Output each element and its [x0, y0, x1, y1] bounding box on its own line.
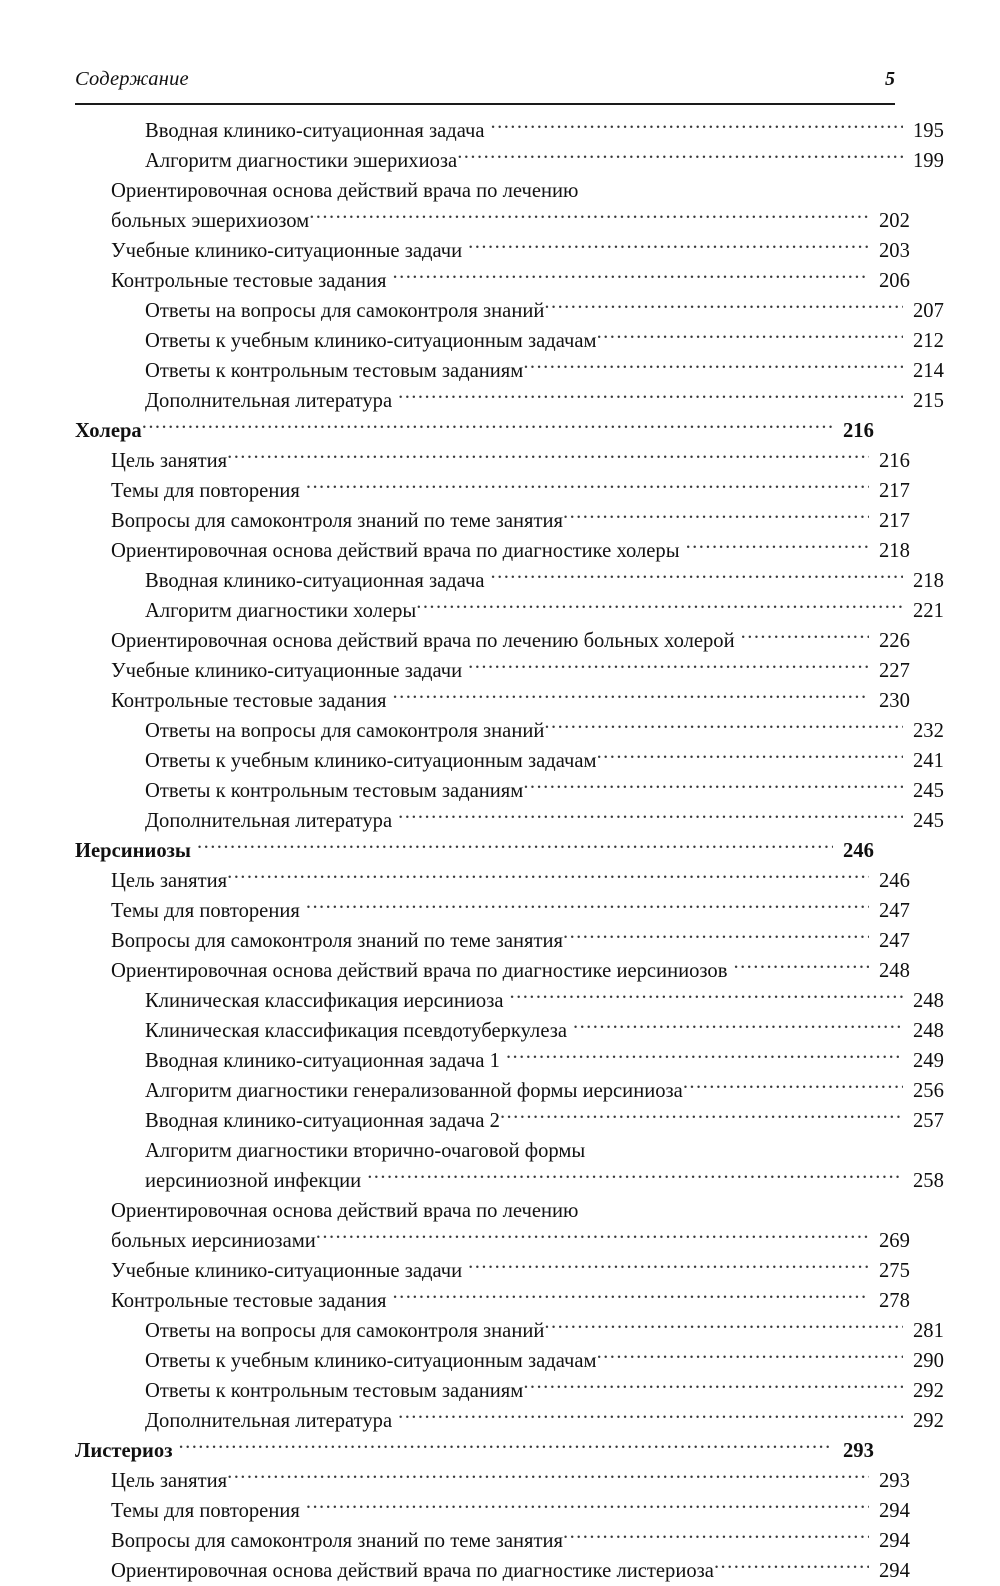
toc-entry[interactable]: [75, 1076, 965, 1106]
toc-entry-label: Вопросы для самоконтроля знаний по теме занятия: [111, 930, 563, 952]
toc-chapter-entry[interactable]: [75, 416, 895, 446]
toc-entry-label: Алгоритм диагностики генерализованной формы иерсиниоза: [145, 1080, 683, 1102]
toc-dot-leader: [367, 1166, 903, 1187]
toc-entry-label: Ответы на вопросы для самоконтроля знаний: [145, 1320, 545, 1342]
toc-entry-page-number: 195: [913, 120, 944, 142]
toc-entry[interactable]: [75, 926, 931, 956]
toc-entry-page-number: 246: [879, 870, 910, 892]
toc-dot-leader: [523, 1376, 903, 1397]
toc-dot-leader: [197, 836, 833, 857]
toc-entry-label: Вводная клинико-ситуационная задача: [145, 570, 485, 592]
toc-entry[interactable]: [75, 656, 931, 686]
toc-entry-page-number: 246: [843, 840, 874, 862]
toc-entry[interactable]: [75, 1106, 965, 1136]
toc-entry-page-number: 275: [879, 1260, 910, 1282]
toc-entry-label: Вопросы для самоконтроля знаний по теме занятия: [111, 1530, 563, 1552]
toc-entry-label: Алгоритм диагностики эшерихиоза: [145, 150, 458, 172]
toc-entry-page-number: 245: [913, 810, 944, 832]
toc-entry-label: Ориентировочная основа действий врача по лечению: [111, 180, 579, 202]
toc-entry-page-number: 290: [913, 1350, 944, 1372]
toc-entry-page-number: 247: [879, 900, 910, 922]
toc-entry-page-number: 202: [879, 210, 910, 232]
toc-entry[interactable]: [75, 1166, 965, 1196]
toc-entry-label: Темы для повторения: [111, 480, 300, 502]
toc-dot-leader: [393, 266, 870, 287]
toc-entry-page-number: 247: [879, 930, 910, 952]
toc-entry[interactable]: [75, 1136, 965, 1166]
toc-entry-page-number: 226: [879, 630, 910, 652]
toc-entry[interactable]: [75, 716, 965, 746]
toc-entry-label: Ответы к учебным клинико-ситуационным задачам: [145, 750, 597, 772]
toc-entry[interactable]: [75, 1406, 965, 1436]
toc-entry[interactable]: [75, 1466, 931, 1496]
toc-entry[interactable]: [75, 236, 931, 266]
toc-dot-leader: [714, 1556, 869, 1577]
toc-entry[interactable]: [75, 116, 965, 146]
toc-entry-label: Клиническая классификация иерсиниоза: [145, 990, 504, 1012]
toc-entry-page-number: 218: [913, 570, 944, 592]
toc-entry-page-number: 217: [879, 510, 910, 532]
toc-entry[interactable]: [75, 176, 931, 206]
toc-entry-label: больных эшерихиозом: [111, 210, 310, 232]
toc-entry[interactable]: [75, 626, 931, 656]
toc-entry-label: Дополнительная литература: [145, 1410, 393, 1432]
toc-dot-leader: [597, 326, 903, 347]
toc-entry-label: Дополнительная литература: [145, 810, 393, 832]
toc-entry-label: Листериоз: [75, 1440, 173, 1462]
toc-entry-page-number: 278: [879, 1290, 910, 1312]
toc-entry-label: Вопросы для самоконтроля знаний по теме занятия: [111, 510, 563, 532]
toc-entry[interactable]: [75, 566, 965, 596]
toc-entry-label: Учебные клинико-ситуационные задачи: [111, 1260, 463, 1282]
toc-entry-label: Вводная клинико-ситуационная задача 1: [145, 1050, 500, 1072]
toc-dot-leader: [227, 1466, 869, 1487]
toc-entry-page-number: 256: [913, 1080, 944, 1102]
toc-dot-leader: [393, 686, 870, 707]
toc-entry-page-number: 216: [843, 420, 874, 442]
toc-entry-label: Контрольные тестовые задания: [111, 690, 387, 712]
toc-entry[interactable]: [75, 536, 931, 566]
toc-dot-leader: [506, 1046, 903, 1067]
toc-entry-label: иерсиниозной инфекции: [145, 1170, 362, 1192]
toc-dot-leader: [544, 1316, 903, 1337]
toc-dot-leader: [544, 296, 903, 317]
toc-entry-page-number: 292: [913, 1380, 944, 1402]
toc-entry-label: Клиническая классификация псевдотуберкулеза: [145, 1020, 567, 1042]
toc-entry-page-number: 199: [913, 150, 944, 172]
toc-entry-page-number: 241: [913, 750, 944, 772]
toc-entry-page-number: 293: [879, 1470, 910, 1492]
toc-dot-leader: [523, 776, 903, 797]
toc-entry-label: Ответы к контрольным тестовым заданиям: [145, 1380, 524, 1402]
toc-dot-leader: [398, 1406, 903, 1427]
table-of-contents: [75, 116, 944, 1586]
toc-entry-label: Цель занятия: [111, 870, 228, 892]
toc-entry[interactable]: [75, 686, 931, 716]
toc-dot-leader: [227, 446, 869, 467]
toc-entry-page-number: 203: [879, 240, 910, 262]
toc-entry[interactable]: [75, 266, 931, 296]
toc-entry-page-number: 216: [879, 450, 910, 472]
toc-entry-page-number: 230: [879, 690, 910, 712]
toc-entry-page-number: 207: [913, 300, 944, 322]
toc-entry-page-number: 232: [913, 720, 944, 742]
toc-entry[interactable]: [75, 1286, 931, 1316]
toc-entry-page-number: 206: [879, 270, 910, 292]
toc-entry-label: Алгоритм диагностики вторично-очаговой формы: [145, 1140, 586, 1162]
toc-dot-leader: [306, 1496, 869, 1517]
toc-entry[interactable]: [75, 866, 931, 896]
toc-entry-label: Алгоритм диагностики холеры: [145, 600, 417, 622]
toc-entry-label: Темы для повторения: [111, 900, 300, 922]
toc-entry-page-number: 215: [913, 390, 944, 412]
toc-dot-leader: [544, 716, 903, 737]
toc-dot-leader: [306, 476, 869, 497]
toc-entry[interactable]: [75, 1316, 965, 1346]
page-title: Содержание: [75, 68, 189, 90]
toc-entry[interactable]: [75, 746, 965, 776]
toc-dot-leader: [733, 956, 869, 977]
toc-dot-leader: [563, 1526, 869, 1547]
toc-dot-leader: [309, 206, 869, 227]
toc-entry[interactable]: [75, 1346, 965, 1376]
toc-entry-page-number: 292: [913, 1410, 944, 1432]
toc-entry[interactable]: [75, 776, 965, 806]
toc-entry-label: больных иерсиниозами: [111, 1230, 316, 1252]
toc-dot-leader: [179, 1436, 834, 1457]
toc-entry-page-number: 257: [913, 1110, 944, 1132]
toc-entry-label: Ориентировочная основа действий врача по лечению больных холерой: [111, 630, 735, 652]
toc-entry-label: Учебные клинико-ситуационные задачи: [111, 660, 463, 682]
toc-dot-leader: [142, 416, 833, 437]
toc-entry-label: Темы для повторения: [111, 1500, 300, 1522]
toc-entry-page-number: 294: [879, 1560, 910, 1582]
toc-entry-label: Ориентировочная основа действий врача по диагностике листериоза: [111, 1560, 714, 1582]
toc-entry-page-number: 294: [879, 1500, 910, 1522]
toc-entry-label: Контрольные тестовые задания: [111, 1290, 387, 1312]
toc-entry-label: Ориентировочная основа действий врача по диагностике иерсиниозов: [111, 960, 728, 982]
toc-entry-label: Ответы на вопросы для самоконтроля знаний: [145, 300, 545, 322]
toc-dot-leader: [491, 566, 903, 587]
toc-entry-page-number: 249: [913, 1050, 944, 1072]
toc-dot-leader: [398, 386, 903, 407]
toc-entry-label: Контрольные тестовые задания: [111, 270, 387, 292]
toc-entry[interactable]: [75, 1196, 931, 1226]
toc-entry-label: Ориентировочная основа действий врача по лечению: [111, 1200, 579, 1222]
toc-entry[interactable]: [75, 1526, 931, 1556]
toc-entry-page-number: 281: [913, 1320, 944, 1342]
toc-dot-leader: [398, 806, 903, 827]
toc-dot-leader: [457, 146, 903, 167]
toc-entry[interactable]: [75, 1376, 965, 1406]
toc-dot-leader: [306, 896, 869, 917]
toc-entry[interactable]: [75, 146, 965, 176]
toc-entry-page-number: 214: [913, 360, 944, 382]
toc-entry[interactable]: [75, 326, 965, 356]
toc-entry-page-number: 248: [879, 960, 910, 982]
toc-entry-label: Ответы на вопросы для самоконтроля знаний: [145, 720, 545, 742]
toc-entry-label: Цель занятия: [111, 450, 228, 472]
toc-entry[interactable]: [75, 1016, 965, 1046]
toc-dot-leader: [468, 656, 869, 677]
toc-entry[interactable]: [75, 206, 931, 236]
toc-entry[interactable]: [75, 296, 965, 326]
toc-dot-leader: [468, 1256, 869, 1277]
toc-entry-page-number: 218: [879, 540, 910, 562]
toc-entry[interactable]: [75, 506, 931, 536]
toc-entry-page-number: 269: [879, 1230, 910, 1252]
toc-entry[interactable]: [75, 896, 931, 926]
toc-entry[interactable]: [75, 356, 965, 386]
toc-dot-leader: [686, 536, 869, 557]
toc-dot-leader: [563, 926, 869, 947]
toc-entry-page-number: 248: [913, 1020, 944, 1042]
toc-entry-page-number: 227: [879, 660, 910, 682]
toc-entry-page-number: 248: [913, 990, 944, 1012]
toc-dot-leader: [563, 506, 869, 527]
toc-entry-page-number: 258: [913, 1170, 944, 1192]
toc-entry-label: Цель занятия: [111, 1470, 228, 1492]
toc-entry-page-number: 221: [913, 600, 944, 622]
running-header: [75, 68, 895, 102]
toc-dot-leader: [491, 116, 903, 137]
toc-entry[interactable]: [75, 956, 931, 986]
toc-dot-leader: [597, 1346, 903, 1367]
toc-dot-leader: [523, 356, 903, 377]
toc-chapter-entry[interactable]: [75, 1436, 895, 1466]
toc-dot-leader: [416, 596, 903, 617]
toc-dot-leader: [316, 1226, 869, 1247]
toc-entry-label: Дополнительная литература: [145, 390, 393, 412]
toc-entry[interactable]: [75, 476, 931, 506]
toc-entry-label: Учебные клинико-ситуационные задачи: [111, 240, 463, 262]
toc-dot-leader: [573, 1016, 903, 1037]
toc-dot-leader: [741, 626, 869, 647]
toc-entry-label: Ответы к контрольным тестовым заданиям: [145, 360, 524, 382]
toc-entry[interactable]: [75, 1226, 931, 1256]
toc-entry[interactable]: [75, 1496, 931, 1526]
toc-entry[interactable]: [75, 386, 965, 416]
toc-entry-page-number: 293: [843, 1440, 874, 1462]
toc-entry-label: Ориентировочная основа действий врача по диагностике холеры: [111, 540, 680, 562]
toc-dot-leader: [227, 866, 869, 887]
toc-dot-leader: [500, 1106, 903, 1127]
toc-entry-page-number: 294: [879, 1530, 910, 1552]
toc-dot-leader: [597, 746, 903, 767]
toc-entry[interactable]: [75, 446, 931, 476]
toc-entry[interactable]: [75, 596, 965, 626]
toc-entry[interactable]: [75, 806, 965, 836]
toc-chapter-entry[interactable]: [75, 836, 895, 866]
toc-entry-page-number: 217: [879, 480, 910, 502]
header-page-number: 5: [885, 68, 895, 90]
toc-entry[interactable]: [75, 986, 965, 1016]
toc-entry-label: Ответы к контрольным тестовым заданиям: [145, 780, 524, 802]
toc-dot-leader: [683, 1076, 903, 1097]
toc-dot-leader: [510, 986, 903, 1007]
toc-dot-leader: [393, 1286, 870, 1307]
toc-entry-label: Вводная клинико-ситуационная задача 2: [145, 1110, 500, 1132]
toc-entry-page-number: 245: [913, 780, 944, 802]
toc-entry-label: Иерсиниозы: [75, 840, 192, 862]
header-divider: [75, 103, 895, 105]
toc-entry[interactable]: [75, 1046, 965, 1076]
toc-entry-page-number: 212: [913, 330, 944, 352]
toc-entry[interactable]: [75, 1556, 931, 1586]
toc-entry-label: Ответы к учебным клинико-ситуационным задачам: [145, 1350, 597, 1372]
toc-entry-label: Вводная клинико-ситуационная задача: [145, 120, 485, 142]
toc-entry-label: Холера: [75, 420, 142, 442]
toc-dot-leader: [468, 236, 869, 257]
toc-entry-label: Ответы к учебным клинико-ситуационным задачам: [145, 330, 597, 352]
toc-entry[interactable]: [75, 1256, 931, 1286]
